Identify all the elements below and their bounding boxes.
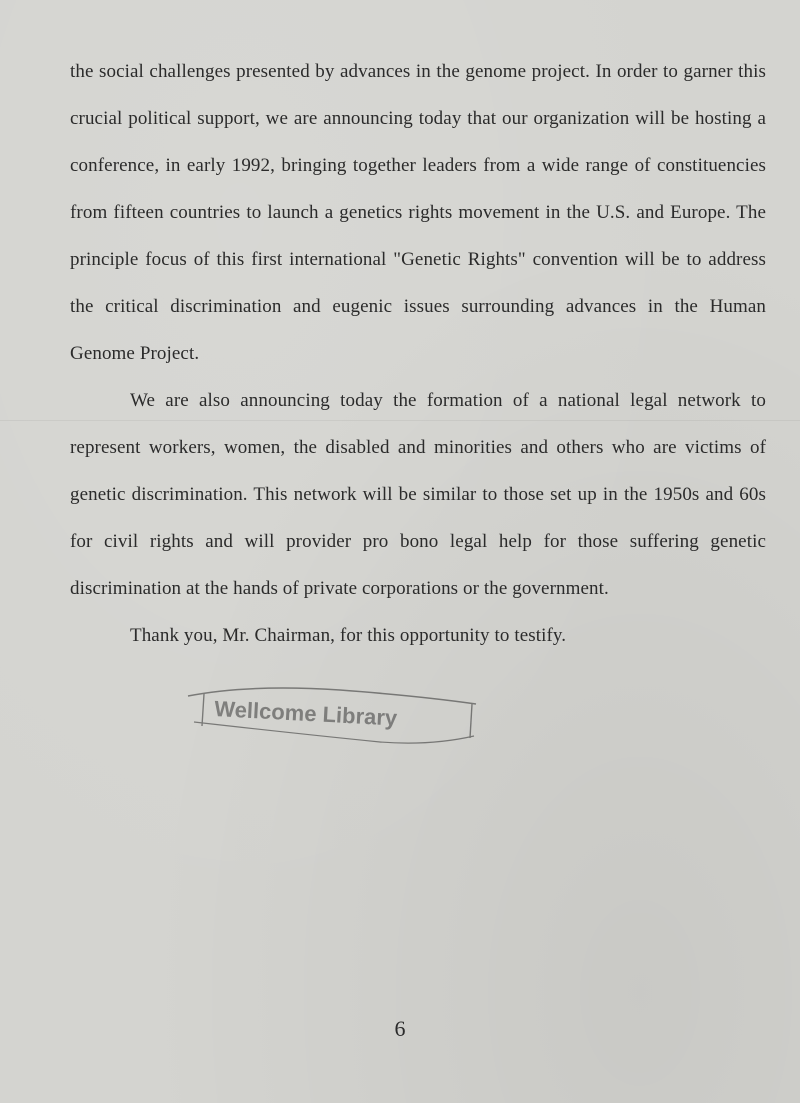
library-stamp-graphic xyxy=(180,676,480,750)
stamp-text: Wellcome Library xyxy=(213,696,398,731)
paragraph-closing-thanks: Thank you, Mr. Chairman, for this opportunity to testify. xyxy=(130,625,567,646)
paragraph-legal-network: We are also announcing today the formation of a national legal network to represent workers, women, the disabled and minorities and others who are victims of genetic discrimination. This network will be similar to those set up in the 1950s and 60s for civil rights and will provider pro bono legal help for those suffering genetic discrimination at the hands of private corporations or the government. xyxy=(70,390,766,599)
library-stamp xyxy=(180,676,480,750)
document-body xyxy=(70,48,766,659)
paragraph-continuation: the social challenges presented by advances in the genome project. In order to garner this crucial political support, we are announcing today that our organization will be hosting a conference, in early 1992, bringing together leaders from a wide range of constituencies from fifteen countries to launch a genetics rights movement in the U.S. and Europe. The principle focus of this first international "Genetic Rights" convention will be to address the critical discrimination and eugenic issues surrounding advances in the Human Genome Project. xyxy=(70,61,766,364)
page-number: 6 xyxy=(394,1016,406,1041)
